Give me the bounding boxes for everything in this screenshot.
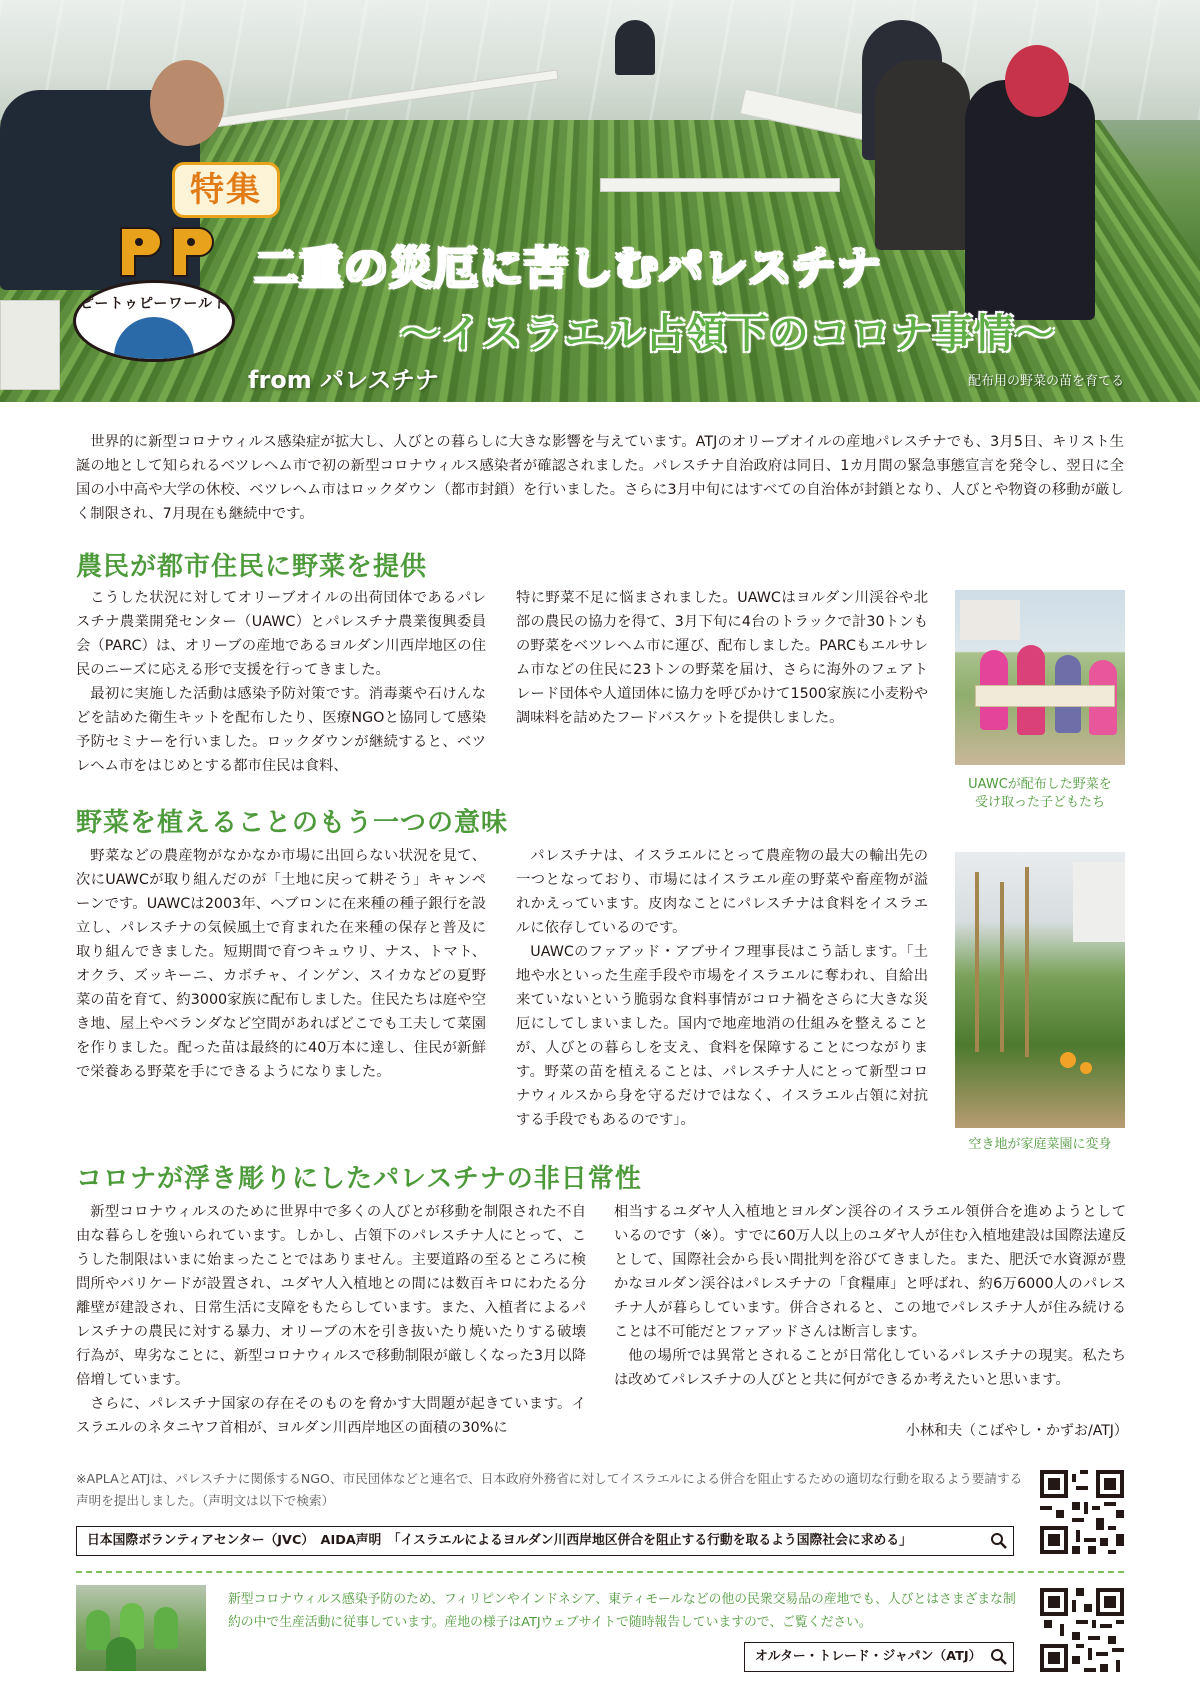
- section3-heading: コロナが浮き彫りにしたパレスチナの非日常性: [76, 1164, 642, 1194]
- worker-figure: [154, 1607, 178, 1649]
- p2p-world-logo: [73, 280, 235, 362]
- intro-paragraph: 世界的に新型コロナウィルス感染症が拡大し、人びとの暮らしに大きな影響を与えています。ATJのオリーブオイルの産地パレスチナでも、3月5日、キリスト生誕の地として知られるベツレヘム市で初の新型コロナウィルス感染者が確認されました。パレスチナ自治政府は同日、1カ月間の緊急事態宣言を発令し、翌日に全国の小中高や大学の休校、ベツレヘム市はロックダウン（都市封鎖）を行いました。さらに3月中旬にはすべての自治体が封鎖となり、人びとや物資の移動が厳しく制限され、7月現在も継続中です。: [76, 434, 1124, 522]
- garden-photo: [955, 852, 1125, 1128]
- search-icon[interactable]: [990, 1532, 1008, 1550]
- children-photo: [955, 590, 1125, 765]
- worker-woman-hijab: [1005, 45, 1069, 117]
- section2-col2: パレスチナは、イスラエルにとって農産物の最大の輸出先の一つとなっており、市場にはイスラエル産の野菜や畜産物が溢れかえっています。皮肉なことにパレスチナは食料をイスラエルに依存しているのです。 UAWCのファアッド・アブサイフ理事長はこう話します。「土地や水といった生産手段や市場をイスラエルに奪われ、自給出来ていないという脆弱な食料事情がコロナ禍をさらに大きな災厄にしてしまいました。国内で地産地消の仕組みを整えることが、人びとの暮らしを支え、食料を保障することにつながります。野菜の苗を植えることは、パレスチナ人にとって新型コロナウィルスから身を守るだけではなく、イスラエル占領に対抗する手段でもあるのです」。: [516, 848, 928, 1128]
- globe-icon: [114, 317, 194, 362]
- worker-figure: [86, 1610, 110, 1650]
- section1-col1: こうした状況に対してオリーブオイルの出荷団体であるパレスチナ農業開発センター（UAWC）とパレスチナ農業復興委員会（PARC）は、オリーブの産地であるヨルダン川西岸地区の住民のニーズに応える形で支援を行ってきました。 最初に実施した活動は感染予防対策です。消毒薬や石けんなどを詰めた衛生キットを配布したり、医療NGOと協同して感染予防セミナーを行いました。ロックダウンが継続すると、ベツレヘム市をはじめとする都市住民は食料、: [76, 590, 486, 774]
- search-box-jvc[interactable]: [76, 1526, 1014, 1556]
- feature-badge: 特集: [172, 162, 280, 218]
- marigold-flower: [1060, 1052, 1076, 1068]
- section3-col2: 相当するユダヤ人入植地とヨルダン渓谷のイスラエル領併合を進めようとしているのです（※）。すでに60万人以上のユダヤ人が住む入植地建設は国際法違反として、国際社会から長い間批判を浴びてきました。また、肥沃で水資源が豊かなヨルダン渓谷はパレスチナの「食糧庫」と呼ばれ、約6万6000人のパレスチナ人が暮らしています。併合されると、この地でパレスチナ人が住み続けることは不可能だとファアッドさんは断言します。 他の場所では異常とされることが日常化しているパレスチナの現実。私たちは改めてパレスチナの人びとと共に何ができるか考えたいと思います。: [614, 1204, 1126, 1388]
- logo-wordmark: ピートゥピーワールド: [79, 296, 229, 312]
- garden-pole: [1025, 867, 1029, 1057]
- qr-code-atj[interactable]: [1040, 1588, 1124, 1672]
- food-boxes: [975, 685, 1115, 707]
- footer-info: 新型コロナウィルス感染予防のため、フィリピンやインドネシア、東ティモールなどの他の民衆交易品の産地でも、人びとはさまざまな制約の中で生産活動に従事しています。産地の様子はATJウェブサイトで随時報告していますので、ご覧ください。: [228, 1592, 1016, 1630]
- page-title: 二重の災厄に苦しむパレスチナ: [254, 243, 882, 294]
- section2-heading: 野菜を植えることのもう一つの意味: [76, 808, 509, 838]
- worker-left-head: [150, 60, 224, 146]
- qr-code-jvc[interactable]: [1040, 1470, 1124, 1554]
- section3-col1: 新型コロナウィルスのために世界中で多くの人びとが移動を制限された不自由な暮らしを強いられています。しかし、占領下のパレスチナ人にとって、こうした制限はいまに始まったことではありません。主要道路の至るところに検問所やバリケードが設置され、ユダヤ人入植地との間には数百キロにわたる分離壁が建設され、日常生活に支障をもたらしています。また、入植者によるパレスチナの農民に対する暴力、オリーブの木を引き抜いたり焼いたりする破壊行為が、卑劣なことに、新型コロナウィルスで移動制限が厳しくなった3月以降倍増しています。 さらに、パレスチナ国家の存在そのものを脅かす大問題が起きています。イスラエルのネタニヤフ首相が、ヨルダン川西岸地区の面積の30%に: [76, 1204, 586, 1436]
- search-box-atj-text: オルター・トレード・ジャパン（ATJ）: [755, 1649, 982, 1664]
- page-subtitle: 〜イスラエル占領下のコロナ事情〜: [400, 311, 1056, 357]
- worker-back: [615, 20, 655, 75]
- garden-photo-caption: 空き地が家庭菜園に変身: [968, 1137, 1112, 1152]
- author-credit: 小林和夫（こばやし・かずお/ATJ）: [906, 1423, 1128, 1439]
- garden-pole: [975, 872, 979, 1052]
- seedling-tray: [600, 178, 840, 192]
- search-box-jvc-text: 日本国際ボランティアセンター（JVC） AIDA声明 「イスラエルによるヨルダン川西岸地区併合を阻止する行動を取るよう国際社会に求める」: [87, 1533, 912, 1548]
- wall-shape: [1073, 862, 1125, 942]
- footnote: ※APLAとATJは、パレスチナに関係するNGO、市民団体などと連名で、日本政府外務省に対してイスラエルによる併合を阻止するための適切な行動を取るよう要請する声明を提出しました。（声明文は以下で検索）: [76, 1471, 1023, 1508]
- children-photo-caption: UAWCが配布した野菜を 受け取った子どもたち: [968, 777, 1112, 810]
- section1-heading: 農民が都市住民に野菜を提供: [76, 552, 428, 582]
- from-label: from パレスチナ: [248, 366, 439, 394]
- search-box-atj[interactable]: [744, 1642, 1014, 1672]
- hero-photo: [0, 0, 1200, 402]
- worker-middle: [875, 60, 970, 250]
- marigold-flower: [1080, 1062, 1092, 1074]
- pp-logo: [115, 220, 225, 280]
- seedling-tray: [0, 300, 60, 390]
- dashed-divider: [76, 1571, 1124, 1573]
- hero-photo-caption: 配布用の野菜の苗を育てる: [968, 374, 1125, 389]
- garden-pole: [1000, 882, 1004, 1052]
- workers-photo: [76, 1585, 206, 1671]
- truck-shape: [960, 600, 1020, 640]
- section2-col1: 野菜などの農産物がなかなか市場に出回らない状況を見て、次にUAWCが取り組んだのが「土地に戻って耕そう」キャンペーンです。UAWCは2003年、ヘブロンに在来種の種子銀行を設立し、パレスチナの気候風土で育まれた在来種の保存と普及に取り組んできました。短期間で育つキュウリ、ナス、トマト、オクラ、ズッキーニ、カボチャ、インゲン、スイカなどの夏野菜の苗を育て、約3000家族に配布しました。住民たちは庭や空き地、屋上やベランダなど空間があればどこでも工夫して菜園を作りました。配った苗は最終的に40万本に達し、住民が新鮮で栄養ある野菜を手にできるようになりました。: [76, 848, 486, 1080]
- worker-figure: [106, 1637, 136, 1671]
- section1-col2: 特に野菜不足に悩まされました。UAWCはヨルダン川渓谷や北部の農民の協力を得て、3月下旬に4台のトラックで計30トンもの野菜をベツレヘム市に運び、配布しました。PARCもエルサレム市などの住民に23トンの野菜を届け、さらに海外のフェアトレード団体や人道団体に協力を呼びかけて1500家族に小麦粉や調味料を詰めたフードバスケットを提供しました。: [516, 590, 928, 726]
- search-icon[interactable]: [990, 1648, 1008, 1666]
